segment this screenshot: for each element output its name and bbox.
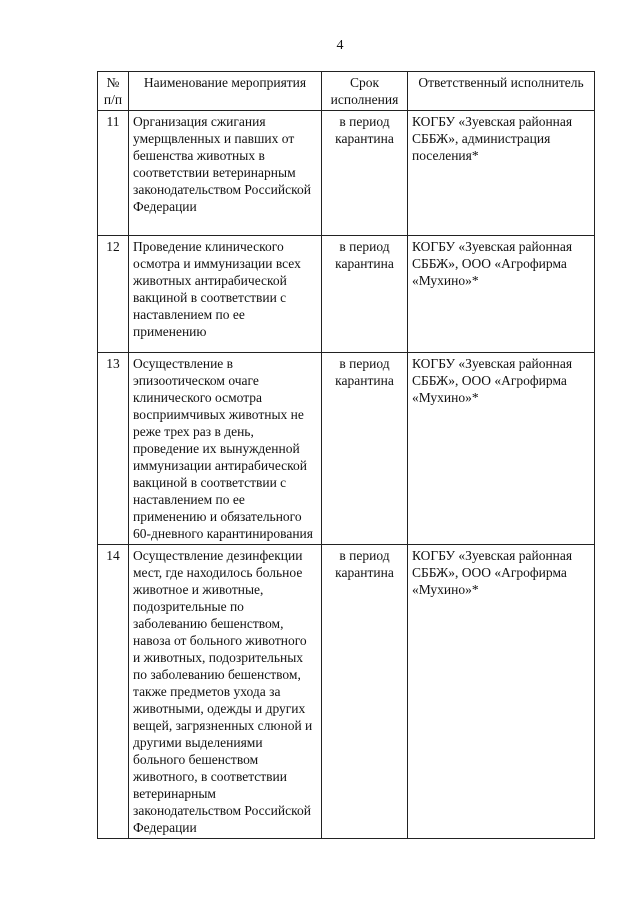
row-num: 14 — [98, 545, 129, 839]
table-row — [98, 353, 595, 545]
row-responsible: КОГБУ «Зуевская районная СББЖ», администрация поселения* — [408, 111, 595, 236]
row-responsible: КОГБУ «Зуевская районная СББЖ», ООО «Агрофирма «Мухино»* — [408, 353, 595, 545]
row-term: в период карантина — [322, 111, 408, 236]
header-num: № п/п — [98, 72, 129, 111]
table-row — [98, 545, 595, 839]
row-term: в период карантина — [322, 236, 408, 353]
measures-table — [97, 71, 595, 839]
row-term: в период карантина — [322, 353, 408, 545]
page-number: 4 — [336, 38, 344, 53]
row-num: 11 — [98, 111, 129, 236]
header-responsible: Ответственный исполнитель — [408, 72, 595, 111]
row-responsible: КОГБУ «Зуевская районная СББЖ», ООО «Агрофирма «Мухино»* — [408, 236, 595, 353]
header-name: Наименование мероприятия — [129, 72, 322, 111]
table-row — [98, 236, 595, 353]
header-term: Срок исполнения — [322, 72, 408, 111]
row-num: 13 — [98, 353, 129, 545]
row-term: в период карантина — [322, 545, 408, 839]
table-header-row — [98, 72, 595, 111]
row-num: 12 — [98, 236, 129, 353]
row-name: Организация сжигания умерщвленных и павших от бешенства животных в соответствии ветеринарным законодательством Российской Федерации — [129, 111, 322, 236]
row-name: Осуществление в эпизоотическом очаге клинического осмотра восприимчивых животных не реже трех раз в день, проведение их вынужденной иммунизации антирабической вакциной в соответствии с наставлением по ее применению и обязательного 60-дневного карантинирования — [129, 353, 322, 545]
row-name: Осуществление дезинфекции мест, где находилось больное животное и животные, подозрительные по заболеванию бешенством, навоза от больного животного и животных, подозрительных по заболеванию бешенством, также предметов ухода за животными, одежды и других вещей, загрязненных слюной и другими выделениями больного бешенством животного, в соответствии ветеринарным законодательством Российской Федерации — [129, 545, 322, 839]
table-row — [98, 111, 595, 236]
row-responsible: КОГБУ «Зуевская районная СББЖ», ООО «Агрофирма «Мухино»* — [408, 545, 595, 839]
row-name: Проведение клинического осмотра и иммунизации всех животных антирабической вакциной в соответствии с наставлением по ее применению — [129, 236, 322, 353]
